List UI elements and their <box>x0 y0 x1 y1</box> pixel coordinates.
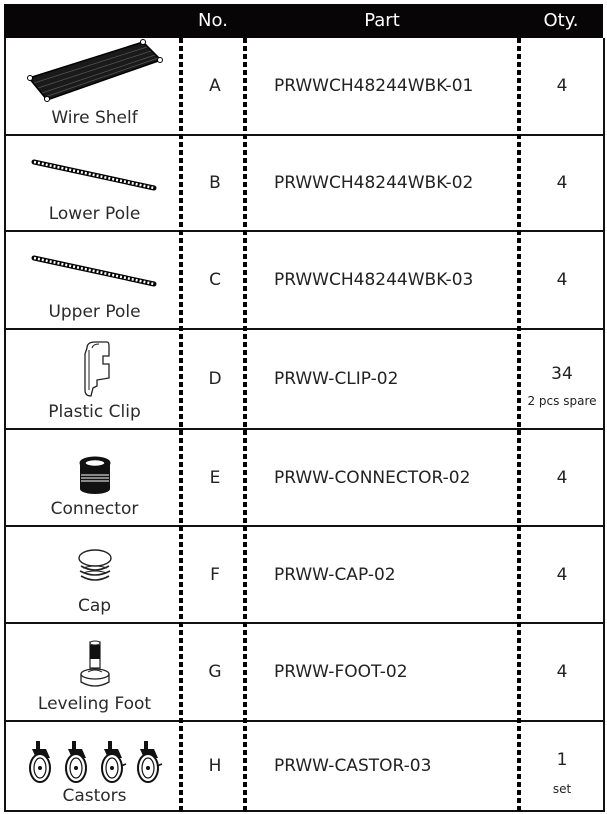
part-image-cell <box>6 722 183 810</box>
column-divider <box>179 38 183 814</box>
part-qty-cell <box>521 330 603 428</box>
pole-icon <box>30 254 160 290</box>
part-qty-note: 2 pcs spare <box>527 394 597 408</box>
castor-icon <box>62 740 92 784</box>
part-image-cell <box>6 232 183 328</box>
column-divider <box>517 38 521 814</box>
header-qty: Oty. <box>543 10 579 31</box>
part-letter: H <box>208 756 222 776</box>
part-number: PRWW-CAP-02 <box>274 564 396 585</box>
part-qty-cell <box>521 38 603 134</box>
part-image-cell <box>6 136 183 230</box>
header-no: No. <box>198 10 228 31</box>
table-row <box>4 527 605 624</box>
part-qty: 4 <box>556 564 568 585</box>
wire-shelf-icon <box>25 38 165 104</box>
table-row <box>4 722 605 812</box>
part-qty-cell <box>521 722 603 810</box>
part-name: Leveling Foot <box>37 694 152 714</box>
cap-icon <box>75 548 115 588</box>
part-number: PRWW-CONNECTOR-02 <box>274 467 471 488</box>
connector-icon <box>77 455 113 495</box>
part-image-cell <box>6 330 183 428</box>
castor-icon <box>134 740 164 784</box>
castor-group <box>26 740 164 784</box>
part-qty: 4 <box>556 467 568 488</box>
part-image-cell <box>6 624 183 720</box>
part-qty: 4 <box>556 173 568 193</box>
part-name: Upper Pole <box>48 302 141 322</box>
part-number: PRWWCH48244WBK-03 <box>274 270 474 290</box>
part-name: Wire Shelf <box>51 108 138 128</box>
part-name: Cap <box>77 596 112 616</box>
castor-icon <box>26 740 56 784</box>
table-row <box>4 136 605 232</box>
part-letter: G <box>208 662 222 682</box>
part-letter: F <box>210 564 220 585</box>
part-qty: 4 <box>556 270 568 290</box>
part-name: Plastic Clip <box>48 402 141 422</box>
part-qty-cell <box>521 527 603 622</box>
part-qty: 4 <box>556 662 568 682</box>
part-number: PRWW-CLIP-02 <box>274 369 399 389</box>
part-qty: 4 <box>556 76 568 96</box>
part-qty: 1 <box>556 750 568 770</box>
table-row <box>4 38 605 136</box>
table-header <box>4 4 603 38</box>
part-image-cell <box>6 430 183 525</box>
part-qty-cell <box>521 430 603 525</box>
clip-icon <box>79 340 111 398</box>
table-row <box>4 624 605 722</box>
part-letter: D <box>208 369 222 389</box>
part-name: Connector <box>50 499 139 519</box>
part-image-cell <box>6 527 183 622</box>
part-name: Castors <box>62 786 127 806</box>
part-qty: 34 <box>551 364 573 384</box>
part-letter: C <box>209 270 221 290</box>
castor-icon <box>98 740 128 784</box>
part-qty-cell <box>521 232 603 328</box>
part-letter: E <box>209 467 221 488</box>
table-row <box>4 430 605 527</box>
part-name: Lower Pole <box>48 204 141 224</box>
column-divider <box>243 38 247 814</box>
part-qty-cell <box>521 136 603 230</box>
part-image-cell <box>6 38 183 134</box>
part-number: PRWW-CASTOR-03 <box>274 756 432 776</box>
part-number: PRWWCH48244WBK-02 <box>274 173 474 193</box>
part-number: PRWWCH48244WBK-01 <box>274 76 474 96</box>
table-row <box>4 232 605 330</box>
part-qty-note: set <box>552 782 572 796</box>
part-number: PRWW-FOOT-02 <box>274 662 408 682</box>
pole-icon <box>30 158 160 194</box>
header-part: Part <box>364 10 400 31</box>
part-letter: A <box>209 76 221 96</box>
leveling-foot-icon <box>78 640 112 688</box>
table-row <box>4 330 605 430</box>
part-qty-cell <box>521 624 603 720</box>
part-letter: B <box>209 173 221 193</box>
